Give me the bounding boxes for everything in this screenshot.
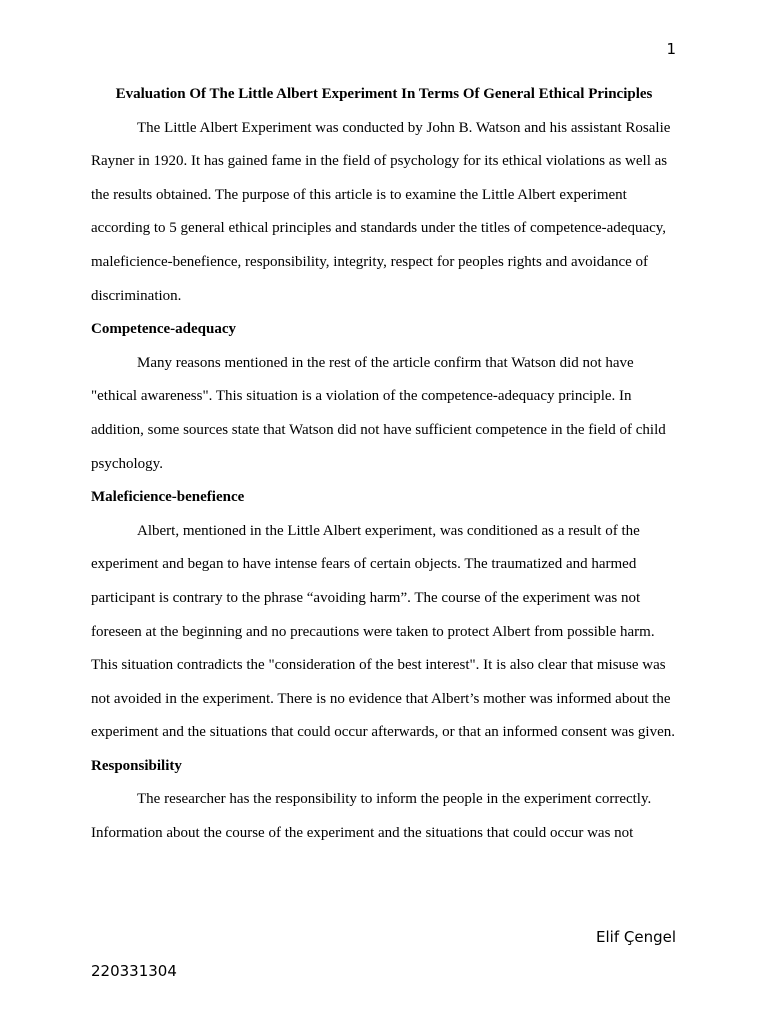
page-number: 1 bbox=[666, 40, 676, 58]
section-paragraph-maleficience: Albert, mentioned in the Little Albert experiment, was conditioned as a result of the experiment and began to have intense fears of certain objects. The traumatized and harmed participant is contrary to the phrase “avoiding harm”. The course of the experiment was not foreseen at the beginning and no precautions were taken to protect Albert from possible harm. This situation contradicts the "consideration of the best interest". It is also clear that misuse was not avoided in the experiment. There is no evidence that Albert’s mother was informed about the experiment and the situations that could occur afterwards, or that an informed consent was given. bbox=[91, 522, 675, 741]
document-title: Evaluation Of The Little Albert Experiment In Terms Of General Ethical Principles bbox=[115, 86, 653, 102]
section-paragraph-responsibility: The researcher has the responsibility to inform the people in the experiment correctly. Information about the course of the experiment and the situations that could occur was not bbox=[91, 791, 652, 842]
document-body bbox=[91, 78, 677, 851]
footer-student-id: 220331304 bbox=[91, 962, 177, 980]
section-heading-responsibility: Responsibility bbox=[91, 757, 182, 774]
section-heading-maleficience: Maleficience-benefience bbox=[91, 489, 245, 506]
footer-author-name: Elif Çengel bbox=[596, 928, 676, 946]
intro-paragraph: The Little Albert Experiment was conducted by John B. Watson and his assistant Rosalie Rayner in 1920. It has gained fame in the field of psychology for its ethical violations as well as the results obtained. The purpose of this article is to examine the Little Albert experiment according to 5 general ethical principles and standards under the titles of competence-adequacy, maleficience-benefience, responsibility, integrity, respect for peoples rights and avoidance of discrimination. bbox=[91, 119, 671, 304]
section-paragraph-competence: Many reasons mentioned in the rest of the article confirm that Watson did not have "ethical awareness". This situation is a violation of the competence-adequacy principle. In addition, some sources state that Watson did not have sufficient competence in the field of child psychology. bbox=[91, 354, 666, 472]
section-heading-competence: Competence-adequacy bbox=[91, 321, 236, 338]
